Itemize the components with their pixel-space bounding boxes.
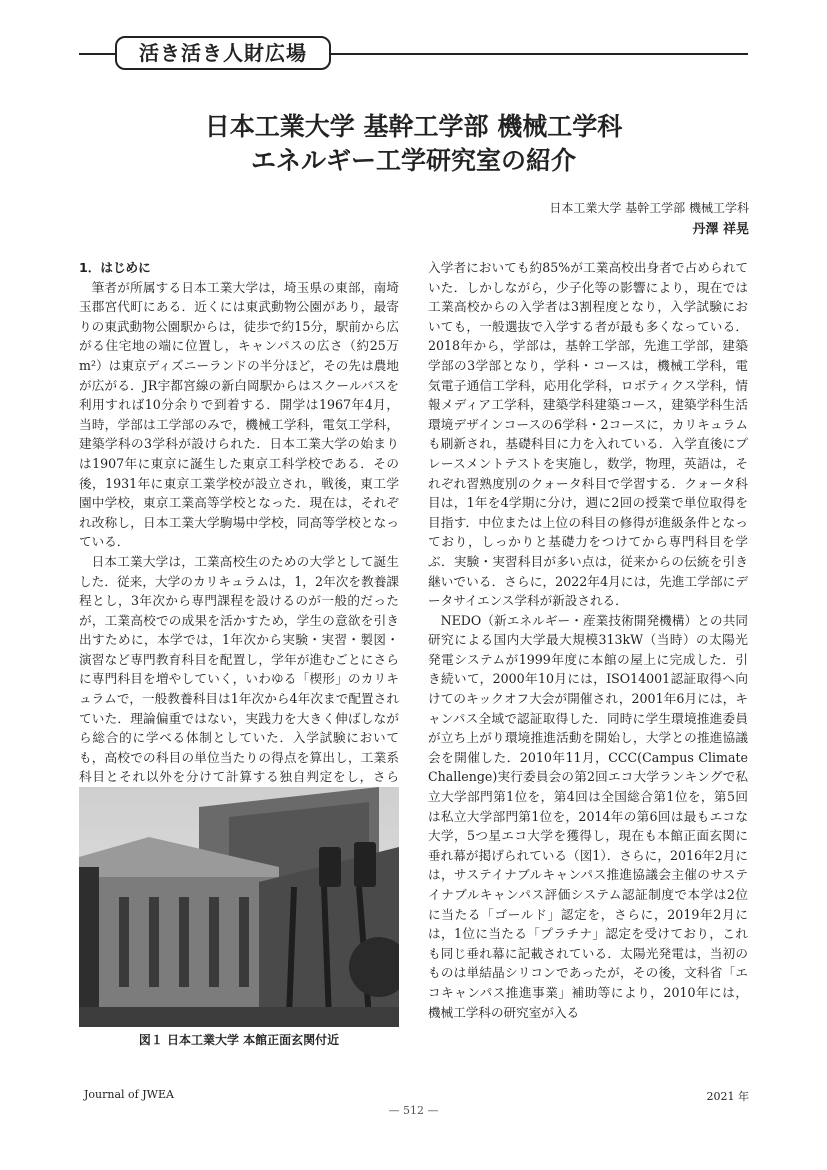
author-name: 丹澤 祥晃 [692, 222, 749, 237]
article-title-line1: 日本工業大学 基幹工学部 機械工学科 [204, 112, 623, 141]
building-photo-illustration [79, 787, 399, 1027]
paragraph: 筆者が所属する日本工業大学は，埼玉県の東部，南埼玉郡宮代町にある．近くには東武動物公園があり，最寄りの東武動物公園駅からは，徒歩で約15分，駅前から広がる住宅地の端に位置し，キャンパスの広さ（約25万m²）は東京ディズニーランドの半分ほど，その先は農地が広がる．JR宇都宮線の新白岡駅からはスクールバスを利用すれば10分余りで到着する．開学は1967年4月，当時，学部は工学部のみで，機械工学科，電気工学科，建築学科の3学科が設けられた．日本工業大学の始まりは1907年に東京に誕生した東京工科学校である．その後，1931年に東京工業学校が設立され，戦後，東工学園中学校，東京工業高等学校となった．現在は，それぞれ改称し，日本工業大学駒場中学校，同高等学校となっている． [79, 279, 399, 550]
paragraph: 入学者においても約85%が工業高校出身者で占められていた．しかしながら，少子化等の影響により，現在では工業高校からの入学者は3割程度となり，入学試験においても，一般選抜で入学する者が最も多くなっている．2018年から，学部は，基幹工学部，先進工学部，建築学部の3学部となり，学科・コースは，機械工学科，電気電子通信工学科，応用化学科，ロボティクス学科，情報メディア工学科，建築学科建築コース，建築学科生活環境デザインコースの6学科・2コースに，カリキュラムも刷新され，基礎科目に力を入れている．入学直後にプレースメントテストを実施し，数学，物理，英語は，それぞれ習熟度別のクォータ科目で学習する．クォータ科目は，1年を4学期に分け，週に2回の授業で単位取得を目指す．中位または上位の科目の修得が進級条件となっており，しっかりと基礎力をつけてから専門科目を学ぶ．実験・実習科目が多い点は，従来からの伝統を引き継いでいる．さらに，2022年4月には，先進工学部にデータサイエンス学科が新設される． [428, 260, 748, 609]
paragraph: 日本工業大学は，工業高校生のための大学として誕生した．従来，大学のカリキュラムは，1，2年次を教養課程とし，3年次から専門課程を設けるのが一般的だったが，工業高校での成果を活かすため，学生の意欲を引き出すために，本学では，1年次から実験・実習・製図・演習など専門教育科目を配置し，学年が進むごとにさらに専門科目を増やしていく，いわゆる「楔形」のカリキュラムで，一般教養科目は1年次から4年次まで配置されていた．理論偏重ではない，実践力を大きく伸ばしながら総合的に学べる体制としていた．入学試験においても，高校での科目の単位当たりの得点を算出し，工業系科目とそれ以外を分けて計算する独自判定をし，さら [79, 553, 399, 785]
footer-year: 2021 年 [706, 1090, 749, 1103]
right-column [428, 258, 748, 1022]
author-affiliation: 日本工業大学 基幹工学部 機械工学科 [549, 201, 749, 215]
building-photo [79, 787, 399, 1027]
header-rule-right [328, 53, 748, 55]
page-number: — 512 — [388, 1104, 439, 1117]
section-label-badge: 活き活き人財広場 [115, 36, 331, 70]
section-heading: 1．はじめに [79, 260, 151, 275]
figure-caption: 図１ 日本工業大学 本館正面玄関付近 [138, 1033, 340, 1047]
article-title-line2: エネルギー工学研究室の紹介 [250, 146, 576, 175]
left-column [79, 258, 399, 807]
header-rule-left [79, 53, 119, 55]
journal-name: Journal of JWEA [84, 1088, 174, 1101]
paragraph: NEDO（新エネルギー・産業技術開発機構）との共同研究による国内大学最大規模313kW（当時）の太陽光発電システムが1999年度に本館の屋上に完成した．引き続いて，2000年10月には，ISO14001認証取得へ向けてのキックオフ大会が開催され，2001年6月には，キャンパス全域で認証取得した．同時に学生環境推進委員が立ち上がり環境推進活動を開始し，大学との推進協議会を開催した．2010年11月，CCC(Campus Climate Challenge)実行委員会の第2回エコ大学ランキングで私立大学部門第1位を，第4回は全国総合第1位を，第5回は私立大学部門第1位を，2014年の第6回は最もエコな大学，5つ星エコ大学を獲得し，現在も本館正面玄関に垂れ幕が掲げられている（図1）．さらに，2016年2月には，サステイナブルキャンパス推進協議会主催のサステイナブルキャンパス評価システム認証制度で本学は2位に当たる「ゴールド」認定を，さらに，2019年2月には，1位に当たる「プラチナ」認定を受けており，これも同じ垂れ幕に記載されている．太陽光発電は，当初のものは単結晶シリコンであったが，その後，文科省「エコキャンパス推進事業」補助等により，2010年には，機械工学科の研究室が入る [428, 612, 748, 1020]
